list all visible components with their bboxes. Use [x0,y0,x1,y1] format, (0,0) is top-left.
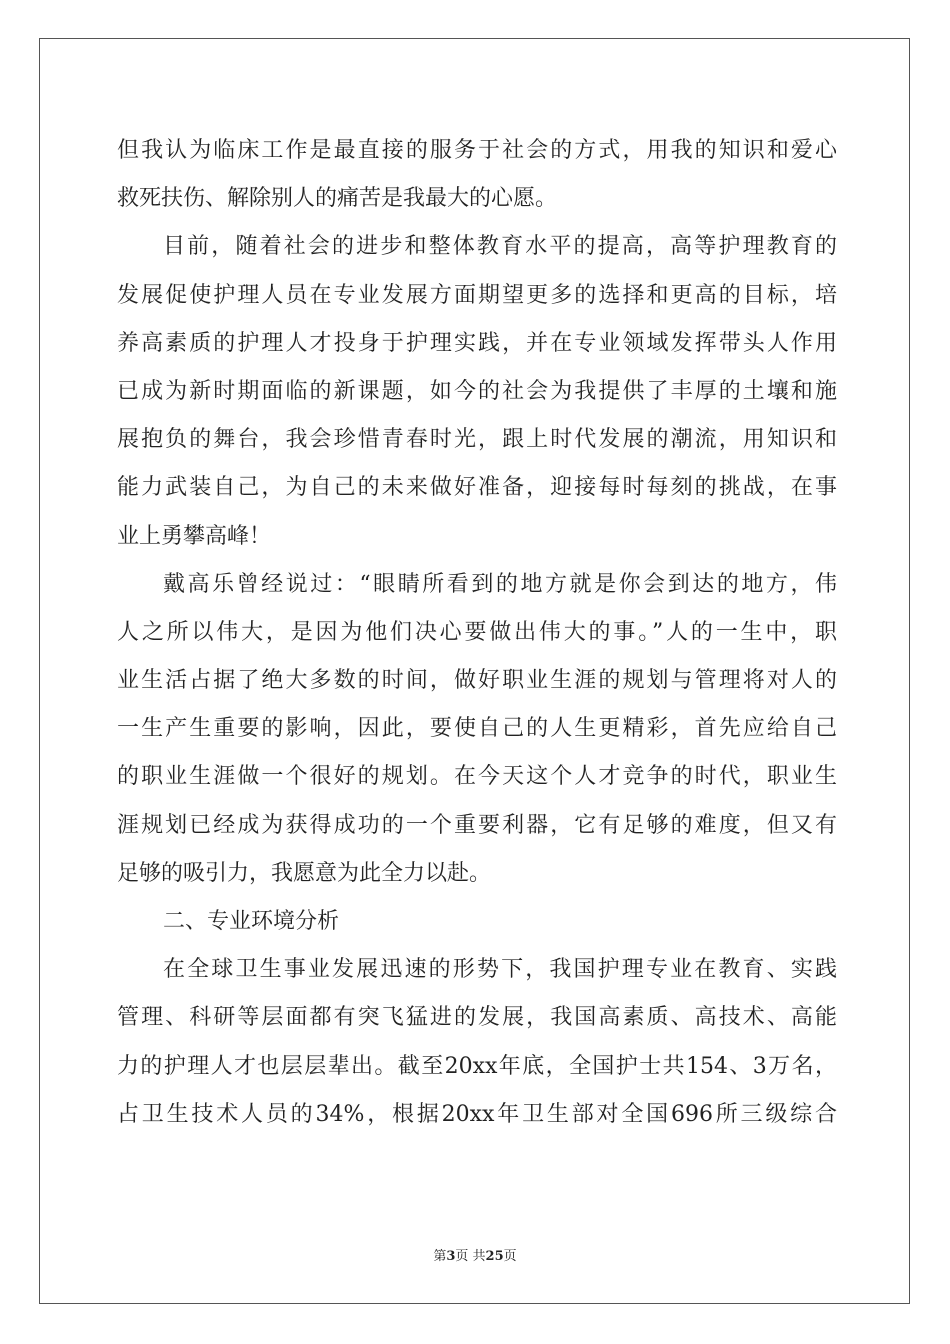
text-line: 足够的吸引力，我愿意为此全力以赴。 [117,860,492,886]
text-line: 业生活占据了绝大多数的时间，做好职业生涯的规划与管理将对人的 [117,668,837,694]
text-line: 的职业生涯做一个很好的规划。在今天这个人才竞争的时代，职业生 [117,764,837,790]
footer-mid: 页 共 [455,1249,486,1264]
text-line: 业上勇攀高峰！ [117,523,272,549]
text-line: 戴高乐曾经说过：“眼睛所看到的地方就是你会到达的地方，伟 [163,571,837,597]
text-line: 已成为新时期面临的新课题，如今的社会为我提供了丰厚的土壤和施 [117,378,837,404]
text-line: 管理、科研等层面都有突飞猛进的发展，我国高素质、高技术、高能 [117,1005,837,1031]
footer-prefix: 第 [433,1249,447,1264]
text-line: 能力武装自己，为自己的未来做好准备，迎接每时每刻的挑战，在事 [117,475,837,501]
text-line: 但我认为临床工作是最直接的服务于社会的方式，用我的知识和爱心 [117,138,837,163]
text-line: 发展促使护理人员在专业发展方面期望更多的选择和更高的目标，培 [117,282,837,308]
text-line: 养高素质的护理人才投身于护理实践，并在专业领域发挥带头人作用 [117,330,837,356]
text-line: 占卫生技术人员的34%，根据20xx年卫生部对全国696所三级综合 [117,1101,837,1127]
text-line: 在全球卫生事业发展迅速的形势下，我国护理专业在教育、实践 [163,957,837,983]
text-line: 展抱负的舞台，我会珍惜青春时光，跟上时代发展的潮流，用知识和 [117,427,837,453]
text-line: 涯规划已经成为获得成功的一个重要利器，它有足够的难度，但又有 [117,812,837,838]
footer-suffix: 页 [503,1249,517,1264]
page-footer [0,1245,950,1264]
document-body [117,127,837,1139]
text-line: 二、专业环境分析 [163,909,340,934]
text-line: 力的护理人才也层层辈出。截至20xx年底，全国护士共154、3万名， [117,1053,837,1079]
text-line: 救死扶伤、解除别人的痛苦是我最大的心愿。 [117,186,558,212]
text-line: 一生产生重要的影响，因此，要使自己的人生更精彩，首先应给自己 [117,716,837,742]
text-line: 人之所以伟大，是因为他们决心要做出伟大的事。”人的一生中，职 [117,619,837,645]
footer-total-pages: 25 [485,1249,504,1264]
footer-page-number: 3 [446,1249,456,1264]
text-line: 目前，随着社会的进步和整体教育水平的提高，高等护理教育的 [163,234,837,260]
